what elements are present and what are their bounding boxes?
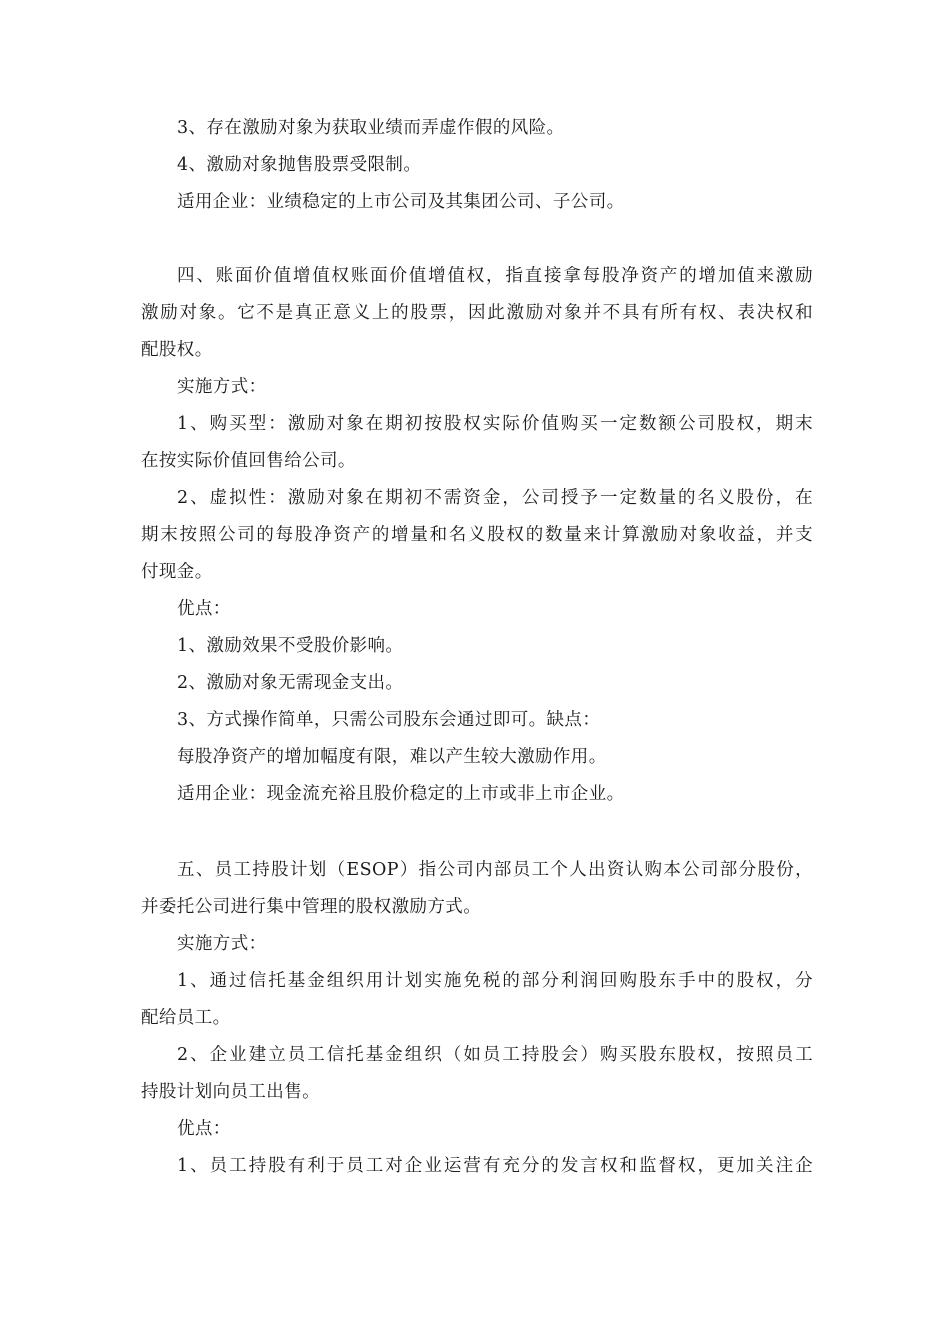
implementation-label-2: 实施方式： — [177, 934, 267, 954]
advantage-item-1: 1、激励效果不受股价影响。 — [177, 636, 404, 656]
text-line-applicable-enterprise-2: 适用企业：现金流充裕且股价稳定的上市或非上市企业。 — [177, 784, 625, 804]
trust-fund-line-1: 1、通过信托基金组织用计划实施免税的部分利润回购股东手中的股权，分 — [177, 971, 813, 991]
employee-trust-line-2: 持股计划向员工出售。 — [141, 1082, 320, 1102]
advantage-item-2: 2、激励对象无需现金支出。 — [177, 673, 404, 693]
employee-trust-line-1: 2、企业建立员工信托基金组织（如员工持股会）购买股东股权，按照员工 — [177, 1045, 813, 1065]
esop-advantage-item-1: 1、员工持股有利于员工对企业运营有充分的发言权和监督权，更加关注企 — [177, 1156, 813, 1176]
text-line-sale-restricted: 4、激励对象抛售股票受限制。 — [177, 155, 422, 175]
advantage-item-3-and-disadvantages-label: 3、方式操作简单，只需公司股东会通过即可。缺点： — [177, 710, 601, 730]
advantages-label-2: 优点： — [177, 1119, 231, 1139]
virtual-type-line-1: 2、虚拟性：激励对象在期初不需资金，公司授予一定数量的名义股份，在 — [177, 488, 813, 508]
text-line-applicable-enterprise-1: 适用企业：业绩稳定的上市公司及其集团公司、子公司。 — [177, 192, 625, 212]
virtual-type-line-3: 付现金。 — [141, 562, 213, 582]
trust-fund-line-2: 配给员工。 — [141, 1008, 231, 1028]
text-line-risk-fraud: 3、存在激励对象为获取业绩而弄虚作假的风险。 — [177, 118, 565, 138]
section-five-heading-line: 五、员工持股计划（ESOP）指公司内部员工个人出资认购本公司部分股份， — [177, 860, 813, 880]
section-five-body-line-2: 并委托公司进行集中管理的股权激励方式。 — [141, 897, 482, 917]
purchase-type-line-1: 1、购买型：激励对象在期初按股权实际价值购买一定数额公司股权，期末 — [177, 414, 813, 434]
implementation-label-1: 实施方式： — [177, 377, 267, 397]
purchase-type-line-2: 在按实际价值回售给公司。 — [141, 451, 356, 471]
section-four-heading-line: 四、账面价值增值权账面价值增值权，指直接拿每股净资产的增加值来激励 — [177, 266, 813, 286]
advantages-label-1: 优点： — [177, 599, 231, 619]
disadvantage-text: 每股净资产的增加幅度有限，难以产生较大激励作用。 — [177, 747, 607, 767]
section-four-body-line-3: 配股权。 — [141, 340, 213, 360]
section-four-body-line-2: 激励对象。它不是真正意义上的股票，因此激励对象并不具有所有权、表决权和 — [141, 303, 813, 323]
virtual-type-line-2: 期末按照公司的每股净资产的增量和名义股权的数量来计算激励对象收益，并支 — [141, 525, 813, 545]
